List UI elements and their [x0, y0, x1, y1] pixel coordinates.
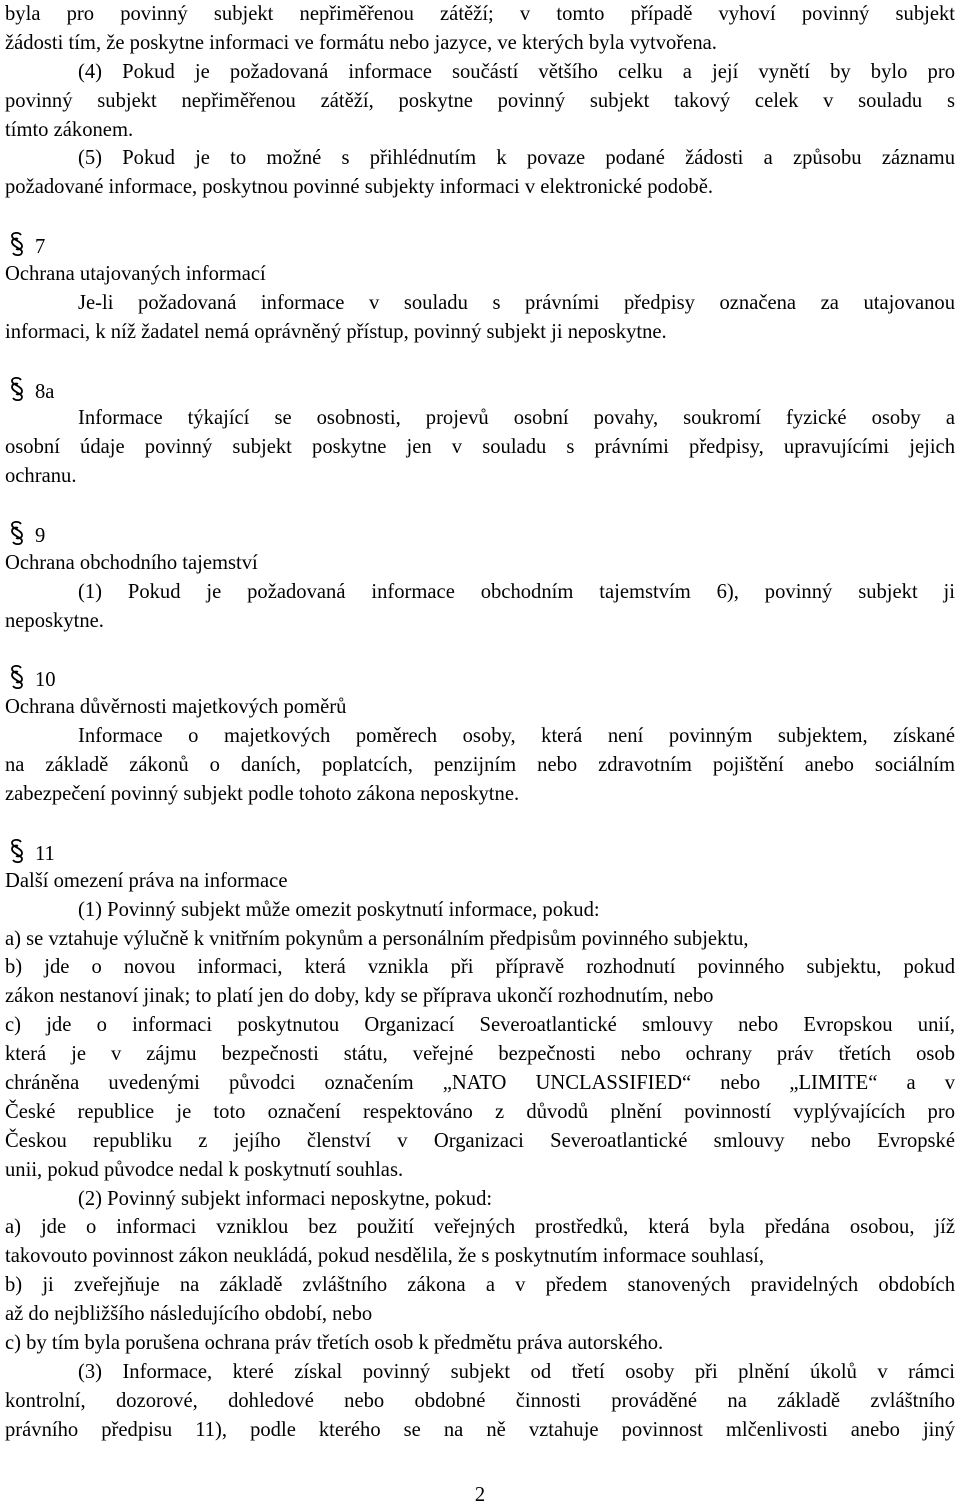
section-sign-icon	[5, 664, 29, 690]
text-line: osobní údaje povinný subjekt poskytne jen v souladu s právními předpisy, upravujícími jejich	[5, 436, 955, 459]
section-sign-icon	[5, 520, 29, 546]
text-line: (4) Pokud je požadovaná informace součástí většího celku a její vynětí by bylo pro	[78, 60, 955, 83]
section-heading-8a	[5, 376, 955, 405]
text-line: (5) Pokud je to možné s přihlédnutím k povaze podané žádosti a způsobu záznamu	[78, 147, 955, 170]
spacer	[5, 809, 955, 838]
section-sign-icon	[5, 838, 29, 864]
spacer	[5, 202, 955, 231]
text-line: chráněna uvedenými původci označením „NATO UNCLASSIFIED“ nebo „LIMITE“ a v	[5, 1071, 955, 1094]
section-title: Další omezení práva na informace	[5, 869, 288, 892]
text-line: b) ji zveřejňuje na základě zvláštního zákona a v předem stanovených pravidelných obdobích	[5, 1274, 955, 1297]
spacer	[5, 491, 955, 520]
section-number: 7	[35, 236, 46, 259]
text-line: a) se vztahuje výlučně k vnitřním pokynům a personálním předpisům povinného subjektu,	[5, 927, 749, 950]
text-line: která je v zájmu bezpečnosti státu, veřejné bezpečnosti nebo ochrany práv třetích osob	[5, 1043, 955, 1066]
document-page	[5, 0, 955, 1445]
section-heading-10	[5, 664, 955, 693]
page-number: 2	[474, 1484, 486, 1506]
section-heading-9	[5, 520, 955, 549]
text-line: ochranu.	[5, 465, 77, 488]
text-line: a) jde o informaci vzniklou bez použití veřejných prostředků, která byla předána osobou, jíž	[5, 1216, 955, 1239]
section-heading-11	[5, 838, 955, 867]
text-line: tímto zákonem.	[5, 118, 134, 141]
text-line: až do nejbližšího následujícího období, nebo	[5, 1303, 373, 1326]
section-sign-icon	[5, 376, 29, 402]
section-heading-7	[5, 231, 955, 260]
text-line: (1) Pokud je požadovaná informace obchodním tajemstvím 6), povinný subjekt ji	[78, 580, 955, 603]
text-line: Informace o majetkových poměrech osoby, která není povinným subjektem, získané	[78, 725, 955, 748]
text-line: (1) Povinný subjekt může omezit poskytnutí informace, pokud:	[78, 898, 600, 921]
text-line: c) by tím byla porušena ochrana práv třetích osob k předmětu práva autorského.	[5, 1331, 664, 1354]
text-line: informaci, k níž žadatel nemá oprávněný přístup, povinný subjekt ji neposkytne.	[5, 320, 667, 343]
text-line: žádosti tím, že poskytne informaci ve formátu nebo jazyce, ve kterých byla vytvořena.	[5, 31, 717, 54]
spacer	[5, 347, 955, 376]
text-line: České republice je toto označení respektováno z důvodů plnění povinností vyplývajících pro	[5, 1100, 955, 1123]
text-line: unii, pokud původce nedal k poskytnutí souhlas.	[5, 1158, 404, 1181]
text-line: c) jde o informaci poskytnutou Organizací Severoatlantické smlouvy nebo Evropskou unií,	[5, 1014, 955, 1037]
section-sign-icon	[5, 231, 29, 257]
text-line: právního předpisu 11), podle kterého se na ně vztahuje povinnost mlčenlivosti anebo jiný	[5, 1418, 955, 1441]
text-line: zákon nestanoví jinak; to platí jen do doby, kdy se příprava ukončí rozhodnutím, nebo	[5, 985, 714, 1008]
section-number: 9	[35, 525, 46, 548]
text-line: b) jde o novou informaci, která vznikla při přípravě rozhodnutí povinného subjektu, pokud	[5, 956, 955, 979]
text-line: zabezpečení povinný subjekt podle tohoto zákona neposkytne.	[5, 783, 520, 806]
spacer	[5, 636, 955, 665]
text-line: povinný subjekt nepřiměřenou zátěží, poskytne povinný subjekt takový celek v souladu s	[5, 89, 955, 112]
section-title: Ochrana obchodního tajemství	[5, 551, 258, 574]
text-line: Informace týkající se osobnosti, projevů osobní povahy, soukromí fyzické osoby a	[78, 407, 955, 430]
section-title: Ochrana důvěrnosti majetkových poměrů	[5, 696, 347, 719]
section-number: 11	[35, 842, 55, 865]
section-title: Ochrana utajovaných informací	[5, 263, 266, 286]
text-line: (2) Povinný subjekt informaci neposkytne, pokud:	[78, 1187, 493, 1210]
text-line: Českou republiku z jejího členství v Organizaci Severoatlantické smlouvy nebo Evropské	[5, 1129, 955, 1152]
text-line: (3) Informace, které získal povinný subjekt od třetí osoby při plnění úkolů v rámci	[78, 1360, 955, 1383]
section-number: 8a	[35, 380, 55, 403]
text-line: kontrolní, dozorové, dohledové nebo obdobné činnosti prováděné na základě zvláštního	[5, 1389, 955, 1412]
text-line: Je-li požadovaná informace v souladu s právními předpisy označena za utajovanou	[78, 291, 955, 314]
text-line: neposkytne.	[5, 609, 104, 632]
text-line: byla pro povinný subjekt nepřiměřenou zátěží; v tomto případě vyhoví povinný subjekt	[5, 3, 955, 25]
text-line: takovouto povinnost zákon neukládá, pokud nesdělila, že s poskytnutím informace souhlasí,	[5, 1245, 764, 1268]
section-number: 10	[35, 669, 56, 692]
text-line: požadované informace, poskytnou povinné subjekty informaci v elektronické podobě.	[5, 176, 713, 199]
text-line: na základě zákonů o daních, poplatcích, penzijním nebo zdravotním pojištění anebo sociálním	[5, 754, 955, 777]
